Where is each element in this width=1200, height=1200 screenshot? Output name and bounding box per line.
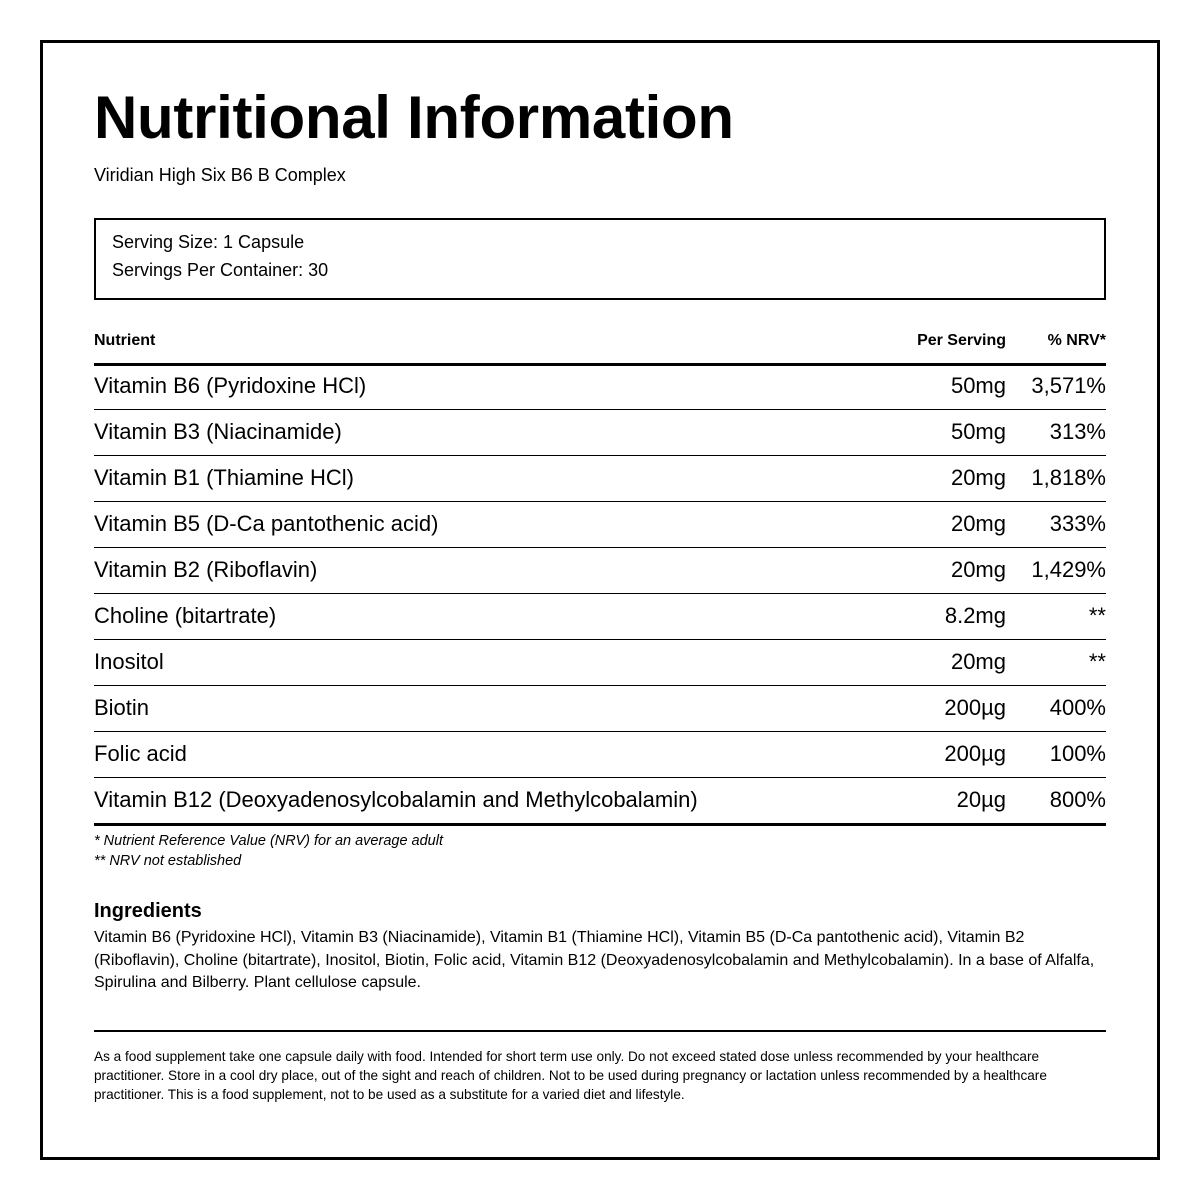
nutrient-name: Vitamin B2 (Riboflavin) <box>94 557 318 582</box>
header-nrv: % NRV* <box>1047 332 1106 349</box>
page-title: Nutritional Information <box>94 84 734 151</box>
ingredients-heading: Ingredients <box>94 900 202 922</box>
table-row <box>94 502 1106 548</box>
divider <box>94 1030 1106 1032</box>
table-row <box>94 640 1106 686</box>
nutrient-amount: 20mg <box>950 511 1006 536</box>
ingredients-text: Vitamin B6 (Pyridoxine HCl), Vitamin B3 (Niacinamide), Vitamin B1 (Thiamine HCl), Vitamin B5 (D-Ca pantothenic acid), Vitamin B2 (Riboflavin), Choline (bitartrate), Inositol, Biotin, Folic acid, Vitamin B12 (Deoxyadenosylcobalamin and Methylcobalamin). In a base of Alfalfa, Spirulina and Bilberry. Plant cellulose capsule. <box>94 929 1095 991</box>
nutrient-nrv: 800% <box>1049 787 1106 812</box>
nutrition-label-panel <box>40 40 1160 1160</box>
nutrient-name: Vitamin B1 (Thiamine HCl) <box>94 465 355 490</box>
table-row <box>94 456 1106 502</box>
disclaimer-text: As a food supplement take one capsule daily with food. Intended for short term use only. Do not exceed stated dose unless recommended by your healthcare practitioner. Store in a cool dry place, out of the sight and reach of children. Not to be used during pregnancy or lactation unless recommended by a healthcare practitioner. This is a food supplement, not to be used as a substitute for a varied diet and lifestyle. <box>94 1049 1047 1102</box>
nutrient-nrv: 313% <box>1049 419 1106 444</box>
footnote-nrv-definition: * Nutrient Reference Value (NRV) for an average adult <box>94 833 443 849</box>
table-row <box>94 548 1106 594</box>
nutrient-nrv: ** <box>1088 649 1106 674</box>
table-row <box>94 364 1106 410</box>
nutrient-nrv: 333% <box>1049 511 1106 536</box>
nutrient-nrv: 100% <box>1049 741 1106 766</box>
nutrient-nrv: 3,571% <box>1031 373 1106 398</box>
table-row <box>94 410 1106 456</box>
nutrient-name: Choline (bitartrate) <box>94 603 277 628</box>
serving-size: Serving Size: 1 Capsule <box>112 232 305 252</box>
nutrient-amount: 20mg <box>950 465 1006 490</box>
nutrient-name: Biotin <box>94 695 150 720</box>
nutrient-nrv: 1,429% <box>1031 557 1106 582</box>
nutrient-amount: 50mg <box>950 373 1006 398</box>
nutrient-amount: 8.2mg <box>944 603 1006 628</box>
nutrient-name: Vitamin B3 (Niacinamide) <box>94 419 342 444</box>
nutrient-nrv: ** <box>1088 603 1106 628</box>
table-row <box>94 778 1106 826</box>
product-name: Viridian High Six B6 B Complex <box>94 165 346 185</box>
nutrient-amount: 20mg <box>950 557 1006 582</box>
nutrient-nrv: 400% <box>1049 695 1106 720</box>
servings-per-container: Servings Per Container: 30 <box>112 260 329 280</box>
nutrient-name: Folic acid <box>94 741 187 766</box>
nutrient-name: Vitamin B5 (D-Ca pantothenic acid) <box>94 511 439 536</box>
header-per-serving: Per Serving <box>917 332 1006 349</box>
serving-info-box <box>94 218 1106 300</box>
footnote-nrv-not-established: ** NRV not established <box>94 853 242 869</box>
nutrient-name: Inositol <box>94 649 164 674</box>
nutrient-nrv: 1,818% <box>1031 465 1106 490</box>
table-row <box>94 686 1106 732</box>
nutrient-amount: 20µg <box>956 787 1006 812</box>
table-header <box>94 327 1106 366</box>
header-nutrient: Nutrient <box>94 332 156 349</box>
nutrient-name: Vitamin B6 (Pyridoxine HCl) <box>94 373 367 398</box>
nutrient-table <box>94 364 1106 826</box>
nutrient-amount: 20mg <box>950 649 1006 674</box>
nutrient-name: Vitamin B12 (Deoxyadenosylcobalamin and Methylcobalamin) <box>94 787 698 812</box>
nutrient-amount: 200µg <box>944 695 1006 720</box>
table-row <box>94 594 1106 640</box>
nutrient-amount: 200µg <box>944 741 1006 766</box>
table-row <box>94 732 1106 778</box>
footnotes <box>94 831 443 871</box>
nutrient-amount: 50mg <box>950 419 1006 444</box>
